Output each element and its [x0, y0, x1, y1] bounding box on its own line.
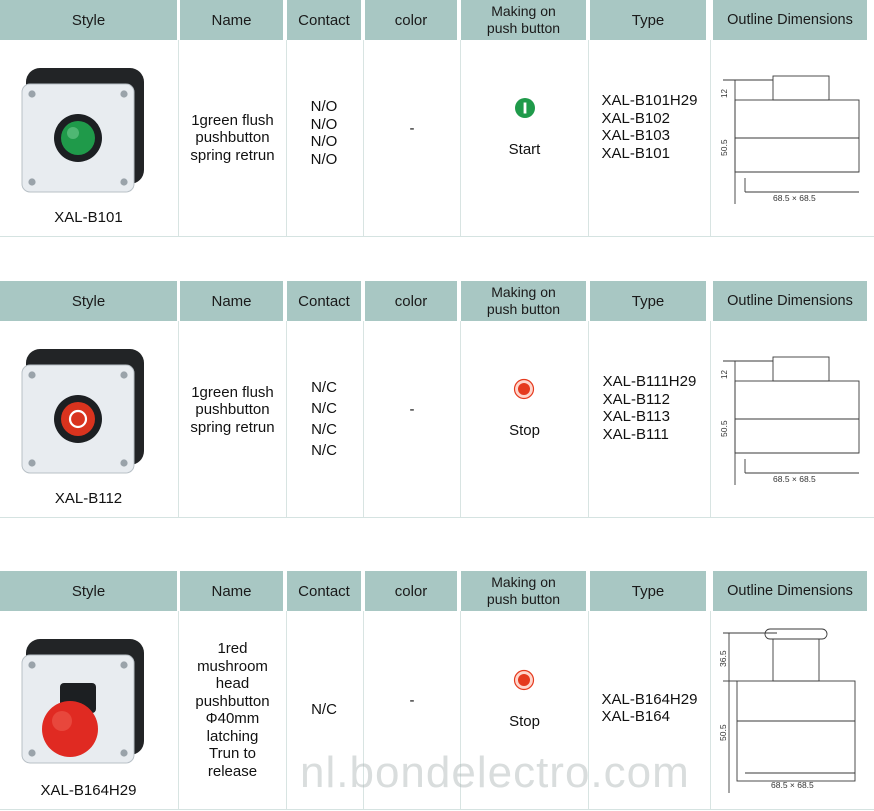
contact-value: N/O	[310, 115, 338, 133]
header-label: Name	[211, 582, 252, 600]
screw-icon	[28, 90, 35, 97]
screw-icon	[120, 90, 127, 97]
header-color	[365, 281, 457, 321]
header-type	[590, 0, 706, 40]
contact-value: N/O	[310, 98, 338, 115]
outline-dimension-drawing	[715, 349, 865, 489]
header-label: Name	[211, 11, 252, 29]
header-contact	[287, 281, 361, 321]
header-label: Contact	[298, 11, 350, 29]
screw-icon	[28, 459, 35, 466]
header-contact	[287, 0, 361, 40]
header-label: color	[394, 11, 428, 29]
type-code: XAL-B111	[602, 425, 669, 443]
table-header	[0, 0, 874, 40]
product-model: XAL-B112	[54, 490, 123, 507]
contact-list	[287, 321, 361, 517]
screw-icon	[120, 178, 127, 185]
color-value: -	[409, 120, 415, 138]
header-label	[487, 284, 560, 318]
contact-value: N/C	[311, 701, 337, 719]
push-button-marking	[461, 321, 588, 517]
header-type	[590, 281, 706, 321]
header-label: Type	[631, 582, 665, 600]
header-label: Outline Dimensions	[727, 11, 853, 28]
header-label-line: push button	[486, 20, 561, 36]
header-name	[180, 0, 283, 40]
name-line: 1green flush	[191, 383, 274, 401]
screw-icon	[28, 371, 35, 378]
table-row	[0, 321, 874, 518]
screw-icon	[28, 749, 35, 756]
type-list	[589, 321, 710, 517]
header-type	[590, 571, 706, 611]
product-model: XAL-B101	[54, 209, 123, 226]
header-contact	[287, 571, 361, 611]
header-label: Type	[631, 11, 665, 29]
product-name	[179, 321, 286, 517]
header-label-line: Making on	[491, 574, 556, 590]
name-line: pushbutton	[195, 401, 270, 419]
header-label	[487, 574, 560, 608]
header-label-line: push button	[486, 591, 561, 607]
button-label: Stop	[509, 422, 540, 440]
screw-icon	[28, 661, 35, 668]
type-list	[589, 40, 710, 236]
header-label: Type	[631, 292, 665, 310]
header-label: Style	[71, 582, 106, 600]
header-label: color	[394, 292, 428, 310]
color-value: -	[409, 692, 415, 710]
push-button-marking	[461, 40, 588, 236]
header-outline-dimensions	[713, 281, 867, 321]
screw-icon	[120, 371, 127, 378]
product-model: XAL-B164H29	[40, 782, 137, 799]
type-code: XAL-B101H29	[601, 92, 698, 109]
dimension-height: 50.5	[719, 420, 729, 437]
column-divider	[710, 40, 711, 236]
contact-list	[287, 40, 361, 236]
stop-symbol-icon	[511, 376, 537, 402]
header-label: Contact	[298, 292, 350, 310]
dimension-top: 12	[720, 89, 729, 98]
header-name	[180, 281, 283, 321]
header-label: Contact	[298, 582, 350, 600]
contact-value: N/C	[311, 400, 337, 417]
header-label: Outline Dimensions	[727, 292, 853, 309]
screw-icon	[120, 459, 127, 466]
header-style	[0, 0, 177, 40]
start-symbol-icon	[512, 95, 538, 121]
header-outline-dimensions	[713, 571, 867, 611]
column-divider	[710, 321, 711, 517]
product-photo	[20, 335, 150, 475]
table-row	[0, 40, 874, 237]
dimension-base: 68.5 × 68.5	[773, 474, 816, 484]
name-line: spring retrun	[190, 146, 275, 164]
header-label: Name	[211, 292, 252, 310]
header-color	[365, 571, 457, 611]
type-code: XAL-B113	[602, 408, 670, 425]
type-code: XAL-B103	[601, 127, 670, 144]
header-label: Style	[71, 11, 106, 29]
dimension-top: 12	[720, 370, 729, 379]
contact-value: N/C	[311, 421, 337, 438]
product-photo	[20, 54, 150, 194]
name-line: head	[215, 675, 250, 692]
header-style	[0, 281, 177, 321]
header-color	[365, 0, 457, 40]
name-line: 1green flush	[191, 111, 274, 129]
button-label: Stop	[509, 713, 540, 731]
product-name	[179, 40, 286, 236]
button-label: Start	[508, 141, 541, 159]
screw-icon	[120, 749, 127, 756]
mushroom-button-icon	[42, 701, 98, 757]
screw-icon	[28, 178, 35, 185]
name-line: mushroom	[197, 657, 268, 675]
header-making-on-push-button	[461, 571, 586, 611]
type-code: XAL-B101	[601, 144, 670, 162]
product-name	[179, 611, 286, 809]
dimension-top: 36.5	[718, 650, 728, 667]
stop-symbol-icon	[511, 667, 537, 693]
name-line: pushbutton	[195, 129, 270, 147]
dimension-height: 50.5	[719, 139, 729, 156]
type-code: XAL-B111H29	[602, 373, 697, 390]
contact-value: N/O	[310, 150, 338, 168]
header-label	[487, 3, 560, 37]
name-line: release	[207, 762, 258, 780]
dimension-base: 68.5 × 68.5	[771, 780, 814, 790]
type-code: XAL-B102	[601, 109, 670, 127]
type-code: XAL-B164	[601, 708, 670, 725]
header-name	[180, 571, 283, 611]
green-button-icon	[61, 121, 95, 155]
contact-value: N/C	[311, 442, 337, 459]
header-label: Outline Dimensions	[727, 582, 853, 599]
contact-value: N/C	[311, 379, 337, 396]
dimension-height: 50.5	[718, 724, 728, 741]
header-outline-dimensions	[713, 0, 867, 40]
watermark: nl.bondelectro.com	[300, 748, 690, 797]
name-line: Trun to	[209, 745, 256, 762]
header-label-line: Making on	[491, 284, 556, 300]
name-line: pushbutton	[195, 692, 270, 710]
header-label: color	[394, 582, 428, 600]
table-header	[0, 281, 874, 321]
type-code: XAL-B112	[602, 390, 670, 408]
header-label-line: push button	[486, 301, 561, 317]
product-photo	[20, 625, 150, 765]
outline-dimension-drawing	[715, 623, 865, 803]
dimension-base: 68.5 × 68.5	[773, 193, 816, 203]
red-button-icon	[61, 402, 95, 436]
name-line: spring retrun	[190, 418, 275, 436]
type-code: XAL-B164H29	[601, 690, 698, 708]
screw-icon	[120, 661, 127, 668]
header-style	[0, 571, 177, 611]
table-header	[0, 571, 874, 611]
header-label: Style	[71, 292, 106, 310]
name-line: 1red	[217, 640, 248, 657]
contact-value: N/O	[310, 133, 338, 150]
name-line: latching	[206, 727, 259, 745]
name-line: Φ40mm	[205, 710, 260, 727]
column-divider	[710, 611, 711, 809]
header-making-on-push-button	[461, 281, 586, 321]
header-making-on-push-button	[461, 0, 586, 40]
color-value: -	[409, 401, 415, 419]
header-label-line: Making on	[491, 3, 556, 19]
outline-dimension-drawing	[715, 68, 865, 208]
